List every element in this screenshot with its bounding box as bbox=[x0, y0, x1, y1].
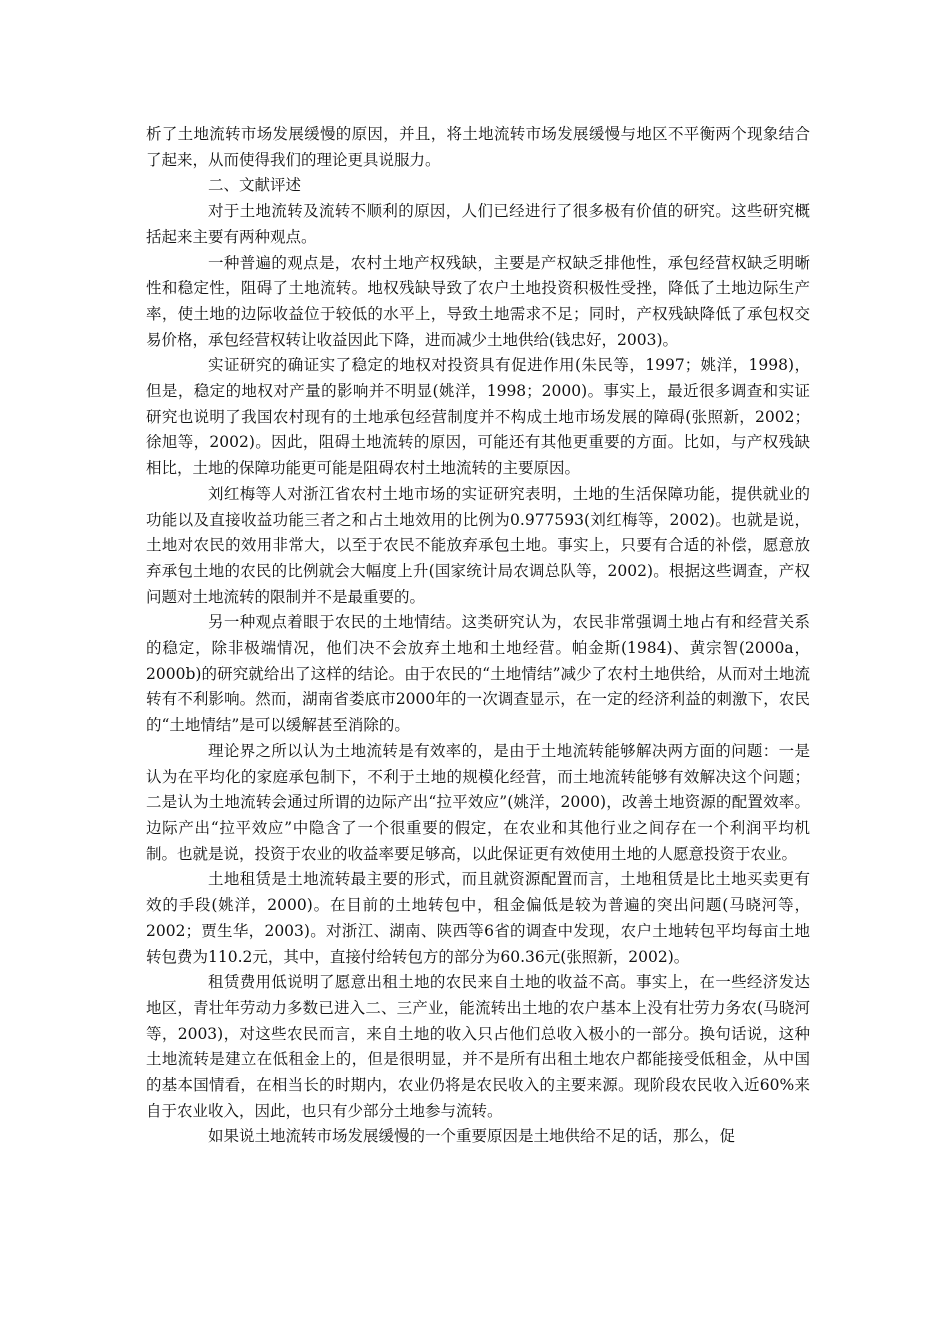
paragraph: 理论界之所以认为土地流转是有效率的，是由于土地流转能够解决两方面的问题：一是认为在平均化的家庭承包制下，不利于土地的规模化经营，而土地流转能够有效解决这个问题；二是认为土地流转会通过所谓的边际产出“拉平效应”(姚洋，2000)，改善土地资源的配置效率。边际产出“拉平效应”中隐含了一个很重要的假定，在农业和其他行业之间存在一个利润平均机制。也就是说，投资于农业的收益率要足够高，以此保证更有效使用土地的人愿意投资于农业。 bbox=[146, 741, 810, 863]
paragraph: 另一种观点着眼于农民的土地情结。这类研究认为，农民非常强调土地占有和经营关系的稳定，除非极端情况，他们决不会放弃土地和土地经营。帕金斯(1984)、黄宗智(2000a，2000b)的研究就给出了这样的结论。由于农民的“土地情结”减少了农村土地供给，从而对土地流转有不利影响。然而，湖南省娄底市2000年的一次调查显示，在一定的经济利益的刺激下，农民的“土地情结”是可以缓解甚至消除的。 bbox=[146, 613, 810, 735]
paragraph: 租赁费用低说明了愿意出租土地的农民来自土地的收益不高。事实上，在一些经济发达地区，青壮年劳动力多数已进入二、三产业，能流转出土地的农户基本上没有壮劳力务农(马晓河等，2003)，对这些农民而言，来自土地的收入只占他们总收入极小的一部分。换句话说，这种土地流转是建立在低租金上的，但是很明显，并不是所有出租土地农户都能接受低租金，从中国的基本国情看，在相当长的时期内，农业仍将是农民收入的主要来源。现阶段农民收入近60%来自于农业收入，因此，也只有少部分土地参与流转。 bbox=[146, 973, 810, 1120]
paragraph: 一种普遍的观点是，农村土地产权残缺，主要是产权缺乏排他性，承包经营权缺乏明晰性和稳定性，阻碍了土地流转。地权残缺导致了农户土地投资积极性受挫，降低了土地边际生产率，使土地的边际收益位于较低的水平上，导致土地需求不足；同时，产权残缺降低了承包权交易价格，承包经营权转让收益因此下降，进而减少土地供给(钱忠好，2003)。 bbox=[146, 253, 810, 349]
paragraph: 对于土地流转及流转不顺利的原因，人们已经进行了很多极有价值的研究。这些研究概括起来主要有两种观点。 bbox=[146, 202, 810, 246]
paragraph-continuation: 析了土地流转市场发展缓慢的原因，并且，将土地流转市场发展缓慢与地区不平衡两个现象结合了起来，从而使得我们的理论更具说服力。 bbox=[146, 125, 810, 169]
paragraph: 土地租赁是土地流转最主要的形式，而且就资源配置而言，土地租赁是比土地买卖更有效的手段(姚洋，2000)。在目前的土地转包中，租金偏低是较为普遍的突出问题(马晓河等，2002；贾生华，2003)。对浙江、湖南、陕西等6省的调查中发现，农户土地转包平均每亩土地转包费为110.2元，其中，直接付给转包方的部分为60.36元(张照新，2002)。 bbox=[146, 870, 810, 966]
section-heading: 二、文献评述 bbox=[208, 176, 302, 195]
document-page bbox=[146, 122, 810, 1150]
paragraph-cut-off: 如果说土地流转市场发展缓慢的一个重要原因是土地供给不足的话，那么，促 bbox=[208, 1127, 736, 1146]
paragraph: 实证研究的确证实了稳定的地权对投资具有促进作用(朱民等，1997；姚洋，1998)，但是，稳定的地权对产量的影响并不明显(姚洋，1998；2000)。事实上，最近很多调查和实证研究也说明了我国农村现有的土地承包经营制度并不构成土地市场发展的障碍(张照新，2002；徐旭等，2002)。因此，阻碍土地流转的原因，可能还有其他更重要的方面。比如，与产权残缺相比，土地的保障功能更可能是阻碍农村土地流转的主要原因。 bbox=[146, 356, 810, 478]
paragraph: 刘红梅等人对浙江省农村土地市场的实证研究表明，土地的生活保障功能，提供就业的功能以及直接收益功能三者之和占土地效用的比例为0.977593(刘红梅等，2002)。也就是说，土地对农民的效用非常大，以至于农民不能放弃承包土地。事实上，只要有合适的补偿，愿意放弃承包土地的农民的比例就会大幅度上升(国家统计局农调总队等，2002)。根据这些调查，产权问题对土地流转的限制并不是最重要的。 bbox=[146, 484, 810, 606]
